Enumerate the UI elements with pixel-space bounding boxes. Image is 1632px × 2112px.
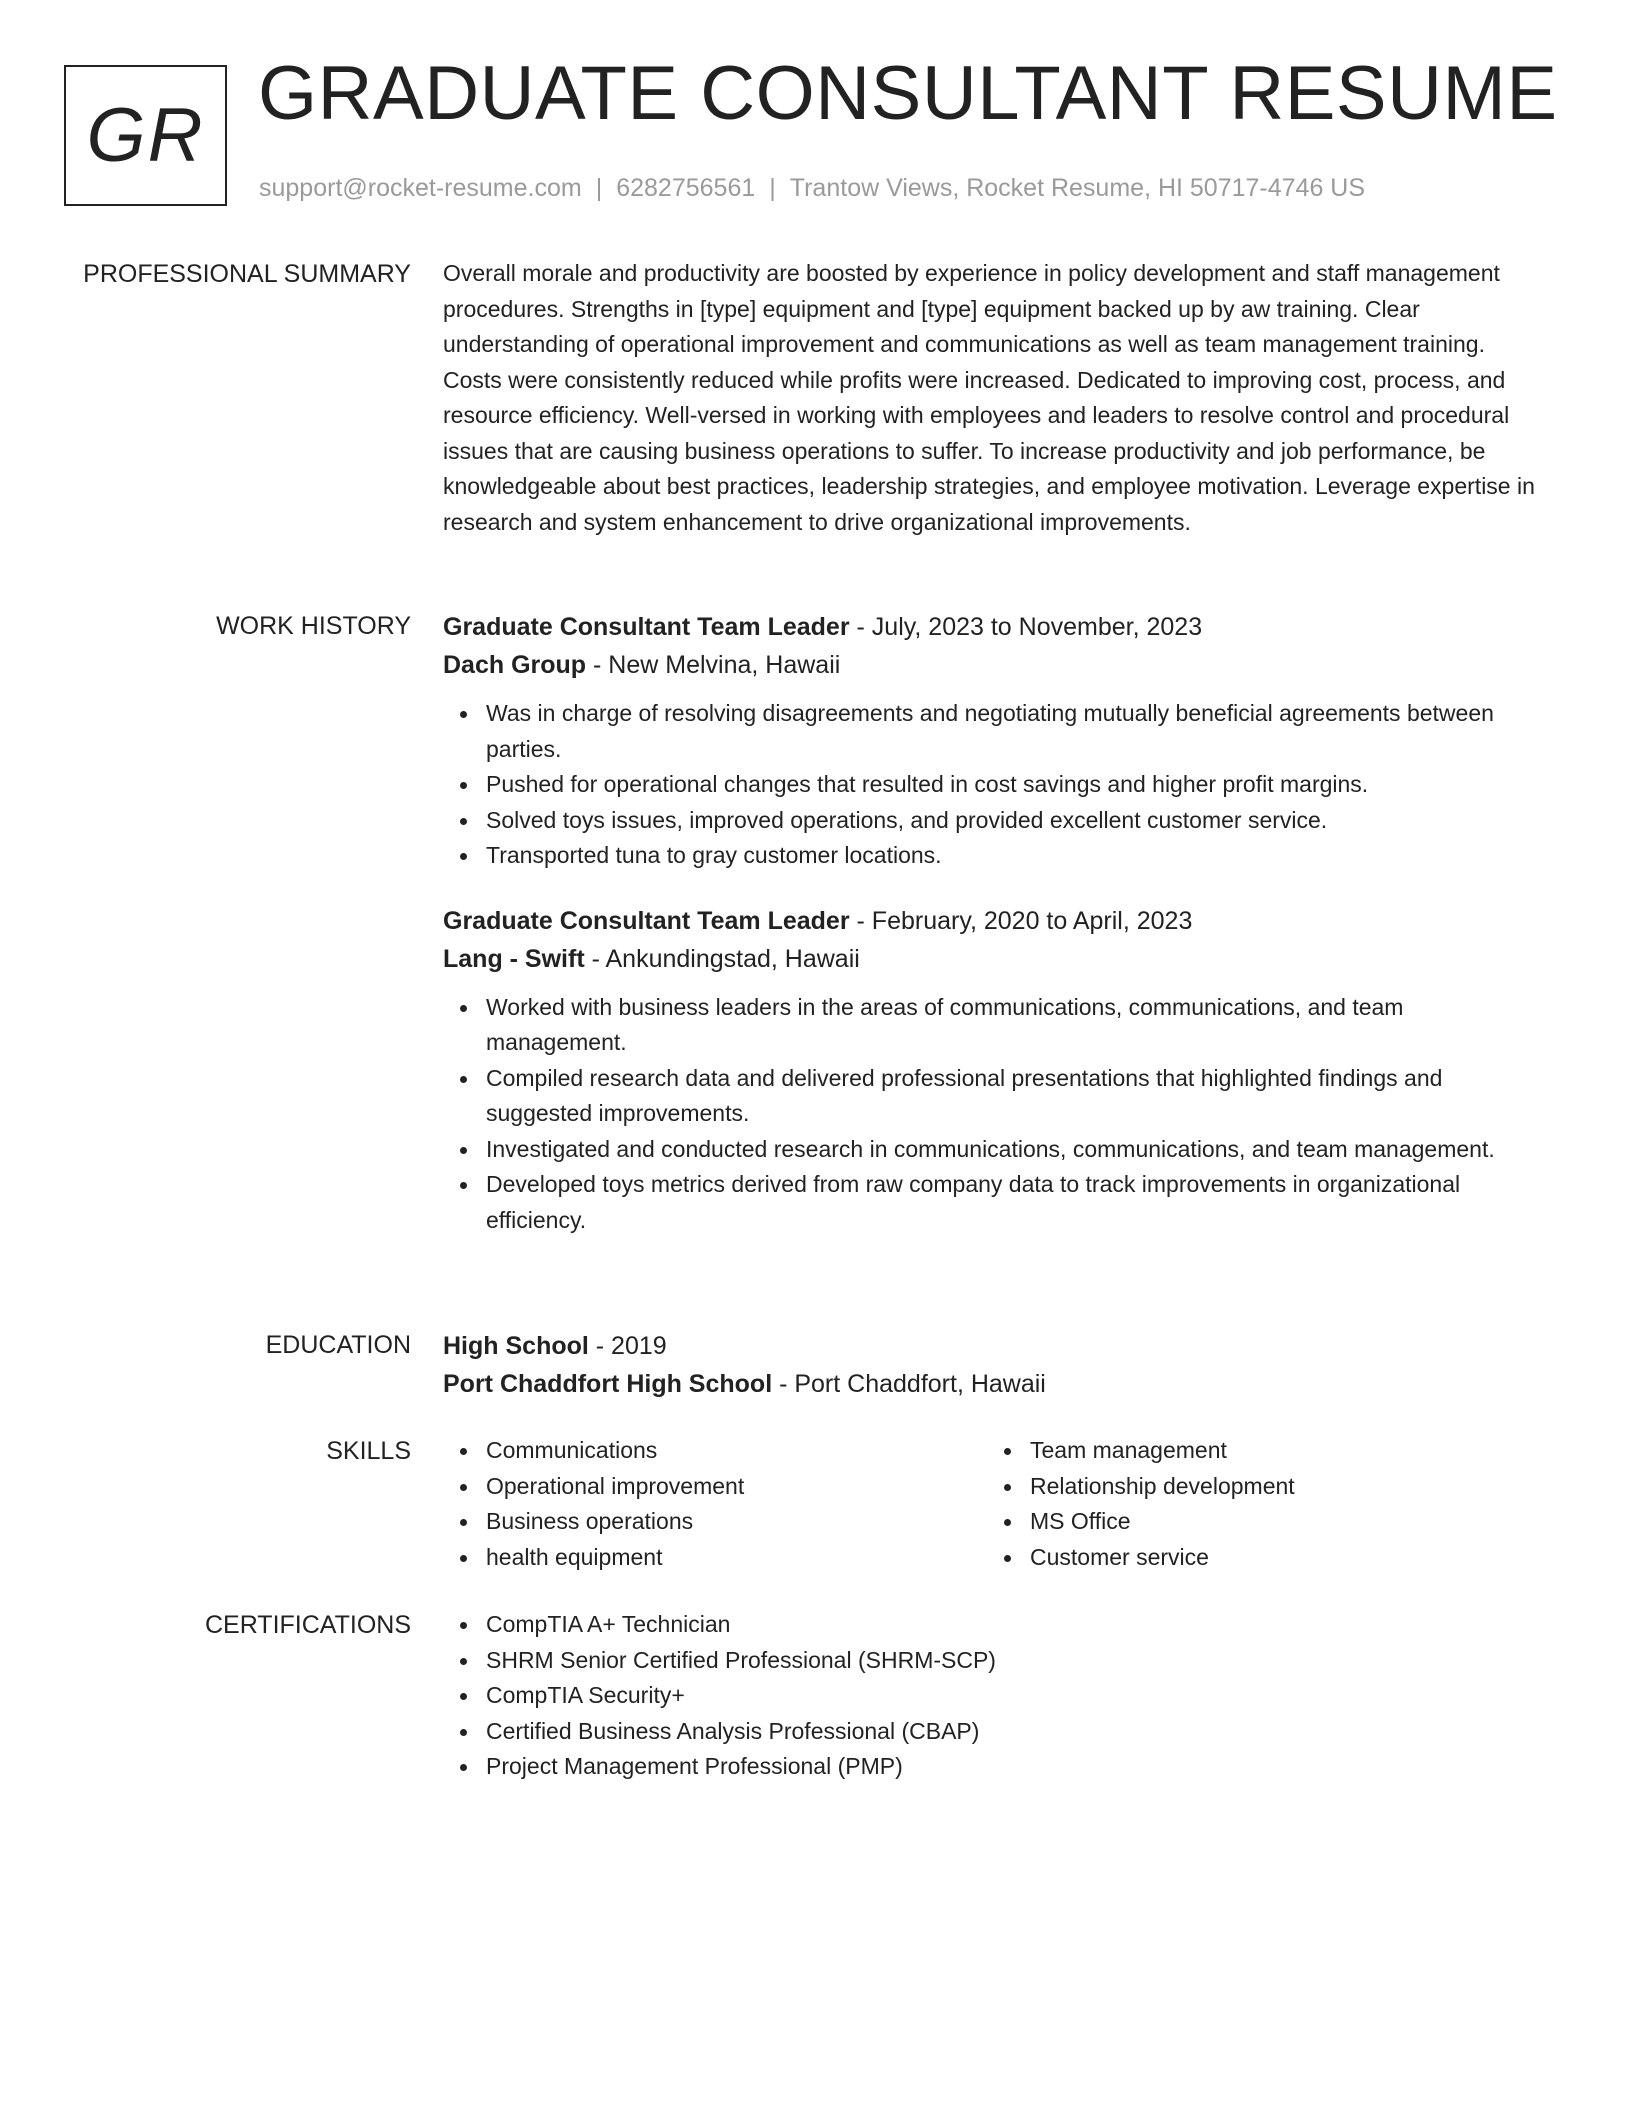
section-label-summary: PROFESSIONAL SUMMARY bbox=[83, 260, 411, 288]
monogram-box bbox=[64, 65, 227, 206]
contact-address: Trantow Views, Rocket Resume, HI 50717-4746 US bbox=[789, 174, 1366, 202]
certifications-list bbox=[443, 1607, 1543, 1785]
skill-item: Communications bbox=[486, 1433, 987, 1469]
job-entry bbox=[443, 608, 1543, 874]
section-label-work-history: WORK HISTORY bbox=[216, 612, 411, 640]
section-label-certifications: CERTIFICATIONS bbox=[204, 1611, 411, 1639]
job-company-line bbox=[443, 646, 1543, 684]
resume-title: GRADUATE CONSULTANT RESUME bbox=[258, 51, 1558, 136]
education-degree: High School bbox=[443, 1332, 589, 1360]
education-school: Port Chaddfort High School bbox=[443, 1370, 773, 1398]
skill-item: Operational improvement bbox=[486, 1469, 987, 1505]
job-company: Dach Group bbox=[443, 651, 587, 679]
skill-item: Team management bbox=[1030, 1433, 1487, 1469]
skill-item: Relationship development bbox=[1030, 1469, 1487, 1505]
skills-column bbox=[987, 1433, 1487, 1575]
job-title: Graduate Consultant Team Leader bbox=[443, 906, 850, 935]
education-school-line bbox=[443, 1365, 1543, 1403]
contact-phone: 6282756561 bbox=[616, 174, 756, 202]
education-year: - 2019 bbox=[588, 1332, 667, 1360]
job-title: Graduate Consultant Team Leader bbox=[443, 613, 850, 641]
job-dates: - July, 2023 to November, 2023 bbox=[849, 613, 1203, 641]
job-entry bbox=[443, 902, 1543, 1239]
skill-item: Business operations bbox=[486, 1504, 987, 1540]
job-title-line bbox=[443, 608, 1543, 646]
contact-separator: | bbox=[595, 174, 603, 202]
job-bullet: Solved toys issues, improved operations, and provided excellent customer service. bbox=[486, 803, 1543, 839]
education-body bbox=[443, 1327, 1543, 1403]
job-dates: - February, 2020 to April, 2023 bbox=[849, 906, 1193, 935]
job-company: Lang - Swift bbox=[443, 944, 585, 973]
job-bullets bbox=[443, 696, 1543, 874]
job-bullet: Compiled research data and delivered professional presentations that highlighted findings and suggested improvements. bbox=[486, 1061, 1543, 1132]
summary-body bbox=[443, 256, 1543, 540]
skill-item: Customer service bbox=[1030, 1540, 1487, 1576]
monogram-initials: GR bbox=[86, 93, 205, 178]
job-bullet: Investigated and conducted research in communications, communications, and team management. bbox=[486, 1132, 1543, 1168]
job-location: - Ankundingstad, Hawaii bbox=[584, 944, 860, 973]
skills-grid bbox=[443, 1433, 1543, 1575]
certification-item: CompTIA Security+ bbox=[486, 1678, 1543, 1714]
education-degree-line bbox=[443, 1327, 1543, 1365]
skills-body bbox=[443, 1433, 1543, 1575]
certifications-body bbox=[443, 1607, 1543, 1785]
certification-item: SHRM Senior Certified Professional (SHRM-SCP) bbox=[486, 1643, 1543, 1679]
job-title-line bbox=[443, 902, 1543, 940]
contact-line bbox=[259, 174, 1365, 203]
job-bullet: Pushed for operational changes that resulted in cost savings and higher profit margins. bbox=[486, 767, 1543, 803]
job-bullet: Worked with business leaders in the areas of communications, communications, and team management. bbox=[486, 990, 1543, 1061]
section-label-education: EDUCATION bbox=[265, 1331, 411, 1359]
contact-separator: | bbox=[769, 174, 776, 202]
certification-item: Project Management Professional (PMP) bbox=[486, 1749, 1543, 1785]
job-location: - New Melvina, Hawaii bbox=[586, 651, 841, 679]
job-bullet: Developed toys metrics derived from raw company data to track improvements in organizational efficiency. bbox=[486, 1167, 1543, 1238]
job-bullets bbox=[443, 990, 1543, 1239]
skill-item: health equipment bbox=[486, 1540, 987, 1576]
skill-item: MS Office bbox=[1030, 1504, 1487, 1540]
education-location: - Port Chaddfort, Hawaii bbox=[772, 1370, 1046, 1398]
certification-item: CompTIA A+ Technician bbox=[486, 1607, 1543, 1643]
work-history-body bbox=[443, 608, 1543, 1238]
job-company-line bbox=[443, 940, 1543, 978]
skills-list bbox=[443, 1433, 987, 1575]
certification-item: Certified Business Analysis Professional (CBAP) bbox=[486, 1714, 1543, 1750]
contact-email: support@rocket-resume.com bbox=[259, 174, 582, 202]
section-label-skills: SKILLS bbox=[326, 1437, 411, 1465]
job-bullet: Transported tuna to gray customer locations. bbox=[486, 838, 1543, 874]
skills-list bbox=[987, 1433, 1487, 1575]
skills-column bbox=[443, 1433, 987, 1575]
job-bullet: Was in charge of resolving disagreements and negotiating mutually beneficial agreements between parties. bbox=[486, 696, 1543, 767]
summary-text: Overall morale and productivity are boosted by experience in policy development and staff management procedures. Strengths in [type] equipment and [type] equipment backed up by aw training. Clear understanding of operational improvement and communications as well as team management training. Costs were consistently reduced while profits were increased. Dedicated to improving cost, process, and resource efficiency. Well-versed in working with employees and leaders to resolve control and procedural issues that are causing business operations to suffer. To increase productivity and job performance, be knowledgeable about best practices, leadership strategies, and employee motivation. Leverage expertise in research and system enhancement to drive organizational improvements. bbox=[443, 260, 1535, 535]
